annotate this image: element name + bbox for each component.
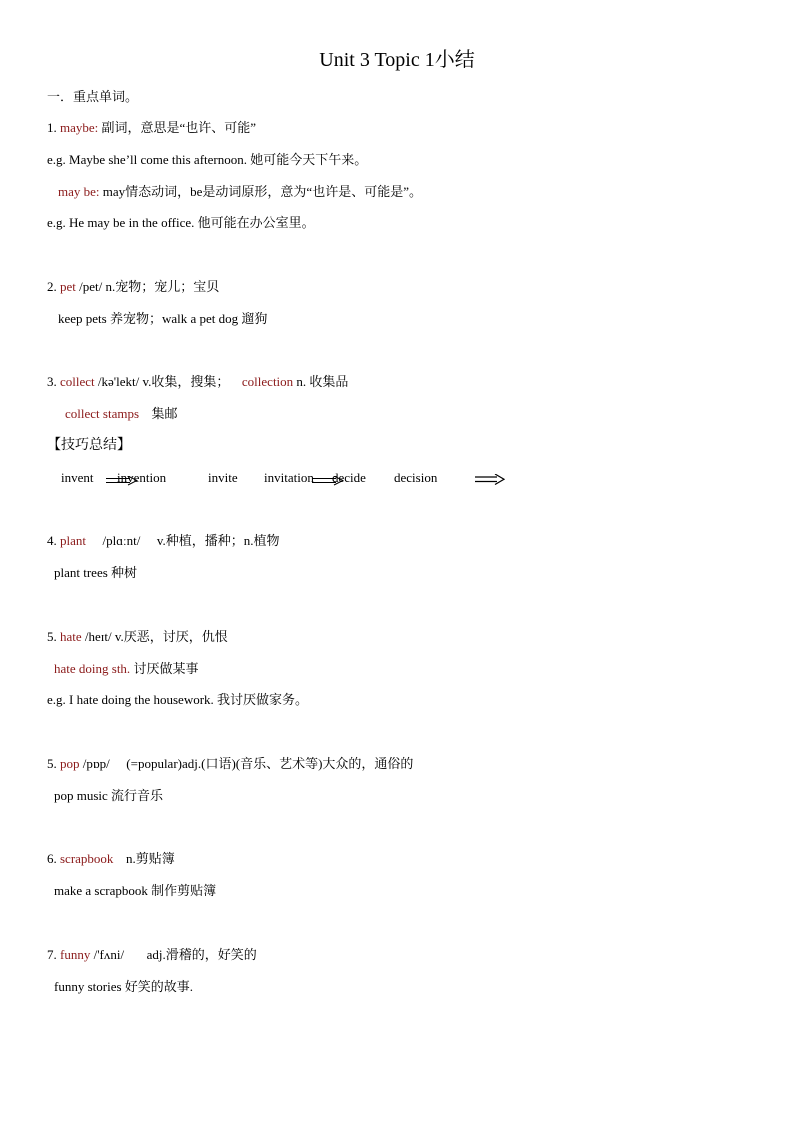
phrase-cn: 讨厌做某事 bbox=[133, 661, 199, 676]
entry-plant bbox=[47, 532, 280, 550]
phrase: pop music 流行音乐 bbox=[54, 788, 164, 803]
phrase: keep pets 养宠物；walk a pet dog 遛狗 bbox=[58, 311, 268, 326]
entry-funny bbox=[47, 946, 257, 964]
phrase-en: collect stamps bbox=[65, 406, 140, 421]
definition: v.种植，播种；n.植物 bbox=[156, 533, 280, 548]
page-title: Unit 3 Topic 1小结 bbox=[319, 49, 475, 71]
entry-may-be bbox=[58, 183, 422, 201]
entry-number: 4. bbox=[47, 533, 57, 548]
phrase: make a scrapbook 制作剪贴簿 bbox=[54, 883, 217, 898]
phrase: funny stories 好笑的故事. bbox=[54, 979, 194, 994]
keyword: pet bbox=[60, 279, 76, 294]
entry-number: 2. bbox=[47, 279, 57, 294]
tip-word: invitation bbox=[264, 470, 314, 485]
example-sentence: e.g. He may be in the office. 他可能在办公室里。 bbox=[47, 215, 315, 230]
keyword: collection bbox=[241, 374, 294, 389]
definition: may情态动词，be是动词原形，意为“也许是、可能是”。 bbox=[102, 184, 422, 199]
entry-collect bbox=[47, 373, 348, 391]
phrase bbox=[54, 660, 198, 678]
entry-hate bbox=[47, 628, 228, 646]
phonetic: /pɒp/ bbox=[82, 756, 110, 771]
phrase bbox=[65, 405, 178, 423]
entry-maybe bbox=[47, 119, 256, 137]
entry-number: 6. bbox=[47, 851, 57, 866]
keyword: may be: bbox=[58, 184, 100, 199]
keyword: scrapbook bbox=[60, 851, 114, 866]
tip-word: invite bbox=[208, 470, 238, 485]
keyword: collect bbox=[60, 374, 95, 389]
phonetic: /'fʌni/ bbox=[93, 947, 125, 962]
keyword: pop bbox=[60, 756, 80, 771]
entry-pet bbox=[47, 278, 219, 296]
keyword: hate bbox=[60, 629, 82, 644]
definition: /kə'lekt/ v.收集，搜集； bbox=[97, 374, 230, 389]
keyword: maybe: bbox=[60, 120, 99, 135]
definition: n.剪贴簿 bbox=[125, 851, 175, 866]
tip-word: invention bbox=[117, 470, 167, 485]
phrase-en: hate doing sth. bbox=[54, 661, 131, 676]
entry-number: 5. bbox=[47, 756, 57, 771]
keyword: funny bbox=[60, 947, 91, 962]
definition: /pet/ n.宠物；宠儿；宝贝 bbox=[79, 279, 220, 294]
example-sentence: e.g. Maybe she’ll come this afternoon. 她可能今天下午来。 bbox=[47, 152, 368, 167]
phrase-cn: 集邮 bbox=[151, 406, 178, 421]
entry-scrapbook bbox=[47, 850, 175, 868]
definition: n. 收集品 bbox=[296, 374, 349, 389]
keyword: plant bbox=[60, 533, 86, 548]
tip-word: decision bbox=[394, 470, 438, 485]
tip-word: invent bbox=[61, 470, 94, 485]
definition: adj.滑稽的，好笑的 bbox=[146, 947, 257, 962]
tip-word: decide bbox=[332, 470, 366, 485]
arrow-icon bbox=[475, 472, 505, 490]
entry-number: 1. bbox=[47, 120, 57, 135]
entry-pop bbox=[47, 755, 413, 773]
section-heading: 一．重点单词。 bbox=[47, 89, 139, 104]
entry-number: 3. bbox=[47, 374, 57, 389]
entry-number: 5. bbox=[47, 629, 57, 644]
entry-number: 7. bbox=[47, 947, 57, 962]
definition: /heɪt/ v.厌恶，讨厌，仇恨 bbox=[84, 629, 228, 644]
example-sentence: e.g. I hate doing the housework. 我讨厌做家务。 bbox=[47, 692, 309, 707]
definition: (=popular)adj.(口语)(音乐、艺术等)大众的，通俗的 bbox=[126, 756, 414, 771]
phrase: plant trees 种树 bbox=[54, 565, 138, 580]
tips-row bbox=[0, 469, 794, 489]
phonetic: /plɑːnt/ bbox=[102, 533, 141, 548]
tips-heading: 【技巧总结】 bbox=[47, 438, 131, 453]
definition: 副词，意思是“也许、可能” bbox=[101, 120, 257, 135]
